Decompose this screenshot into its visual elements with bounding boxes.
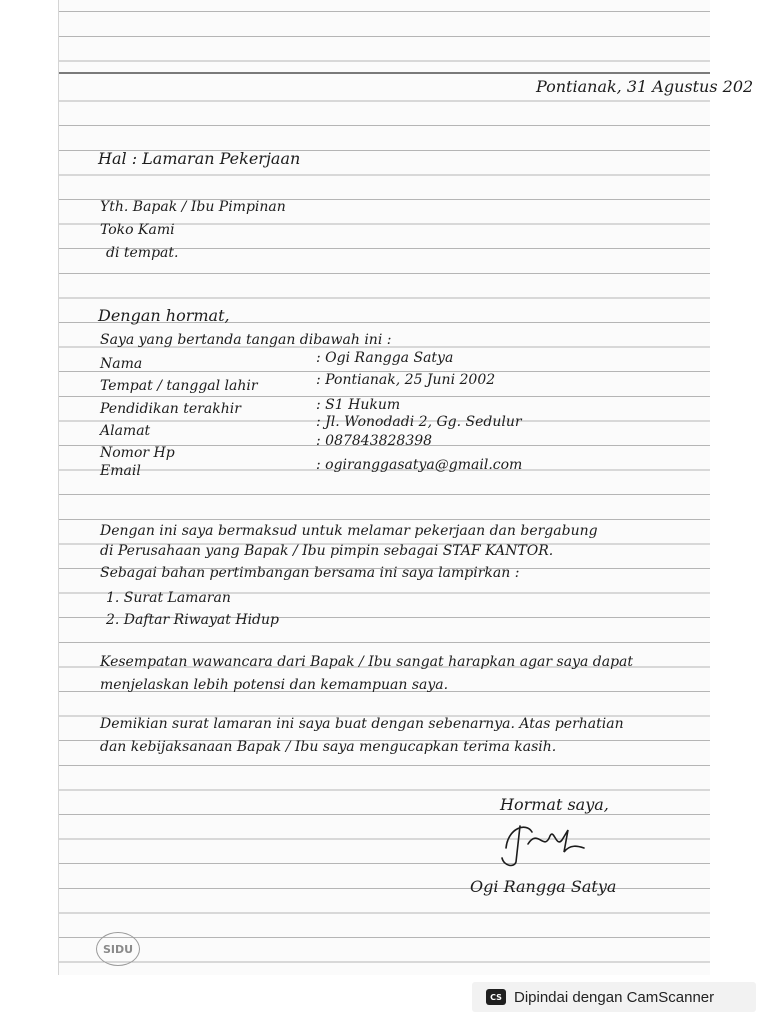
field-value-alamat: : Jl. Wonodadi 2, Gg. Sedulur [316, 414, 522, 430]
recipient-line-2: Toko Kami [100, 222, 175, 238]
recipient-line-3: di tempat. [106, 245, 179, 261]
body1-line-1: Dengan ini saya bermaksud untuk melamar pekerjaan dan bergabung [100, 523, 598, 539]
greeting: Dengan hormat, [98, 306, 230, 325]
place-date: Pontianak, 31 Agustus 202 [536, 77, 754, 96]
field-label-nomor: Nomor Hp [100, 445, 175, 461]
field-label-nama: Nama [100, 356, 143, 372]
field-value-nama: : Ogi Rangga Satya [316, 350, 454, 366]
closing: Hormat saya, [500, 795, 609, 814]
attachment-1: 1. Surat Lamaran [106, 590, 231, 606]
body2-line-1: Kesempatan wawancara dari Bapak / Ibu sangat harapkan agar saya dapat [100, 654, 634, 670]
field-value-email: : ogiranggasatya@gmail.com [316, 457, 523, 473]
field-value-pendidikan: : S1 Hukum [316, 397, 401, 413]
body3-line-1: Demikian surat lamaran ini saya buat dengan sebenarnya. Atas perhatian [100, 716, 624, 732]
body1-line-3: Sebagai bahan pertimbangan bersama ini saya lampirkan : [100, 565, 520, 581]
attachment-2: 2. Daftar Riwayat Hidup [106, 612, 279, 628]
subject-line: Hal : Lamaran Pekerjaan [98, 149, 301, 168]
field-value-nomor: : 087843828398 [316, 433, 433, 449]
body1-line-2: di Perusahaan yang Bapak / Ibu pimpin sebagai STAF KANTOR. [100, 543, 554, 559]
signer-name: Ogi Rangga Satya [470, 877, 617, 896]
camscanner-logo-icon: CS [486, 989, 506, 1005]
letter-paper [58, 0, 754, 975]
field-label-email: Email [100, 463, 141, 479]
field-label-pendidikan: Pendidikan terakhir [100, 401, 241, 417]
field-value-ttl: : Pontianak, 25 Juni 2002 [316, 372, 496, 388]
signature-mark [498, 818, 608, 868]
recipient-line-1: Yth. Bapak / Ibu Pimpinan [100, 199, 286, 215]
field-label-ttl: Tempat / tanggal lahir [100, 378, 258, 394]
camscanner-label: Dipindai dengan CamScanner [514, 988, 715, 1006]
field-label-alamat: Alamat [100, 423, 151, 439]
stamp-seal: SIDU [96, 932, 140, 966]
intro-line: Saya yang bertanda tangan dibawah ini : [100, 332, 392, 348]
body3-line-2: dan kebijaksanaan Bapak / Ibu saya mengucapkan terima kasih. [100, 739, 557, 755]
body2-line-2: menjelaskan lebih potensi dan kemampuan saya. [100, 677, 449, 693]
camscanner-badge [472, 982, 756, 1012]
